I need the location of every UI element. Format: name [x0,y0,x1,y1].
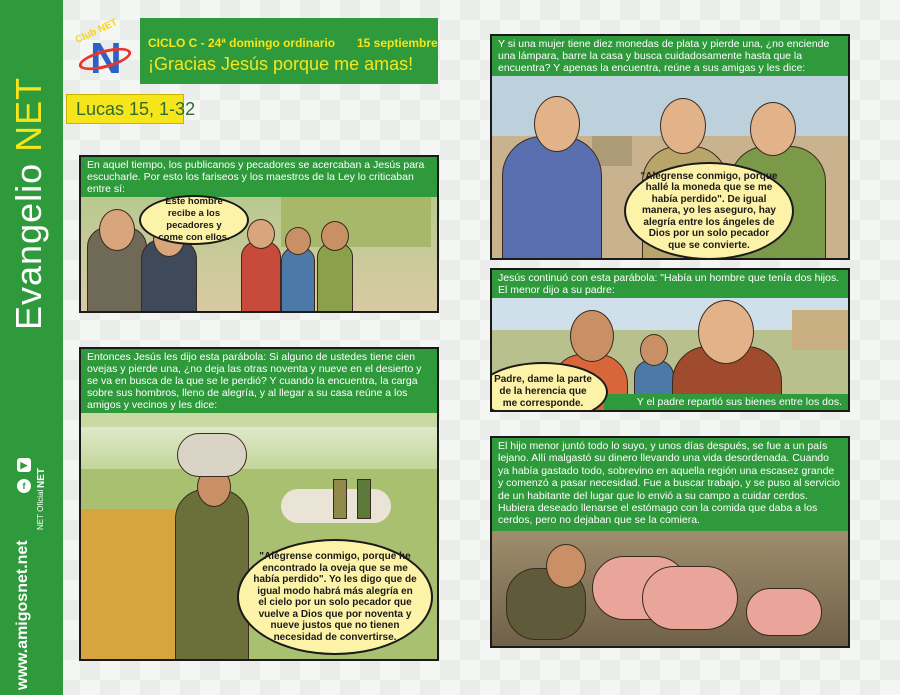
logo-n-letter: N [90,34,122,83]
woman-figure [502,136,602,260]
younger-son-head [570,310,614,362]
sidebar-title [8,30,50,330]
comic-panel-pigs [490,436,850,648]
friend-head [660,98,706,154]
sinner-head [321,221,349,251]
website-url[interactable]: www.amigosnet.net [14,540,31,690]
speech-bubble: "Alégrense conmigo, porque he encontrado la oveja que se me había perdido". Yo les digo que de igual modo habrá más alegría en el cielo por un solo pecador que vuelve a Dios que por noventa y nueve justos que no tienen necesidad de convertirse. [237,539,433,655]
speech-bubble: Este hombre recibe a los pecadores y come con ellos. [139,195,249,245]
youtube-label: NET Oficial [36,489,45,530]
jesus-head [247,219,275,249]
shepherd-main-figure [175,489,249,661]
pig-shape [642,566,738,630]
sidebar-title-accent: NET [8,76,49,152]
panel-caption: Jesús continuó con esta parábola: "Había un hombre que tenía dos hijos. El menor dijo a su padre: [492,270,848,298]
gospel-reference: Lucas 15, 1-32 [76,99,196,119]
sidebar-spine [0,0,63,695]
panel-caption: Entonces Jesús les dijo esta parábola: Si alguno de ustedes tiene cien ovejas y pierde una, ¿no deja las otras noventa y nueve en el desierto y se va en busca de la que se le perdió? Y cuando la encuentra, la carga sobre sus hombros, lleno de alegría, y al llegar a su casa reúne a los amigos y vecinos y les dice: [81,349,437,413]
speech-bubble: "Alégrense conmigo, porque hallé la moneda que se me había perdido". De igual manera, yo les aseguro, hay alegría entre los ángeles de Dios por un solo pecador que se convierte. [624,162,794,260]
building-shape [792,310,850,350]
pharisee-head [99,209,135,251]
pig-shape [746,588,822,636]
sinner-figure [281,247,315,313]
page-title: ¡Gracias Jesús porque me amas! [148,54,414,74]
panel-caption: En aquel tiempo, los publicanos y pecadores se acercaban a Jesús para escucharle. Por esto los fariseos y los maestros de la Ley lo criticaban entre sí: [81,157,437,197]
facebook-label: NET [36,468,47,488]
lost-sheep-shape [177,433,247,477]
jesus-figure [241,241,281,313]
prodigal-son-head [546,544,586,588]
woman-head [534,96,580,152]
sidebar-title-main: Evangelio [8,162,49,330]
panel-caption: Y si una mujer tiene diez monedas de plata y pierde una, ¿no enciende una lámpara, barre la casa y busca cuidadosamente hasta que la encuentra? Y apenas la encuentra, reúne a sus amigas y les dice: [492,36,848,76]
comic-panel-inheritance [490,268,850,412]
comic-panel-pharisees [79,155,439,313]
sinner-head [285,227,311,255]
friend-head [750,102,796,156]
youtube-icon[interactable]: ▶ [17,458,31,472]
panel-caption-bottom: Y el padre repartió sus bienes entre los dos. [604,394,848,410]
shepherd-figure [333,479,347,519]
speech-bubble: Padre, dame la parte de la herencia que me corresponde. [490,362,608,412]
liturgical-cycle: CICLO C - 24ª domingo ordinario [148,36,336,50]
panel-caption: El hijo menor juntó todo lo suyo, y unos días después, se fue a un país lejano. Allí malgastó su dinero llevando una vida desordenada. Cuando ya había gastado todo, sobrevino en aquella región una escasez grande y comenzó a pasar necesidad. Fue a buscar trabajo, y se puso al servicio de un habitante del lugar que lo envió a su campo a cuidar cerdos. Hubiera deseado llenarse el estómago con la comida que daba a los cerdos, pero no dejaban que se la comiera. [492,438,848,531]
sinner-figure [317,243,353,313]
comic-panel-lost-coin [490,34,850,260]
shepherd-figure [357,479,371,519]
facebook-icon[interactable]: f [17,479,31,493]
comic-panel-lost-sheep [79,347,439,661]
header-date: 15 septiembre [357,36,438,50]
father-head [698,300,754,364]
club-net-logo [72,17,134,84]
older-son-head [640,334,668,366]
logo-club-text: Club NET [73,17,120,46]
